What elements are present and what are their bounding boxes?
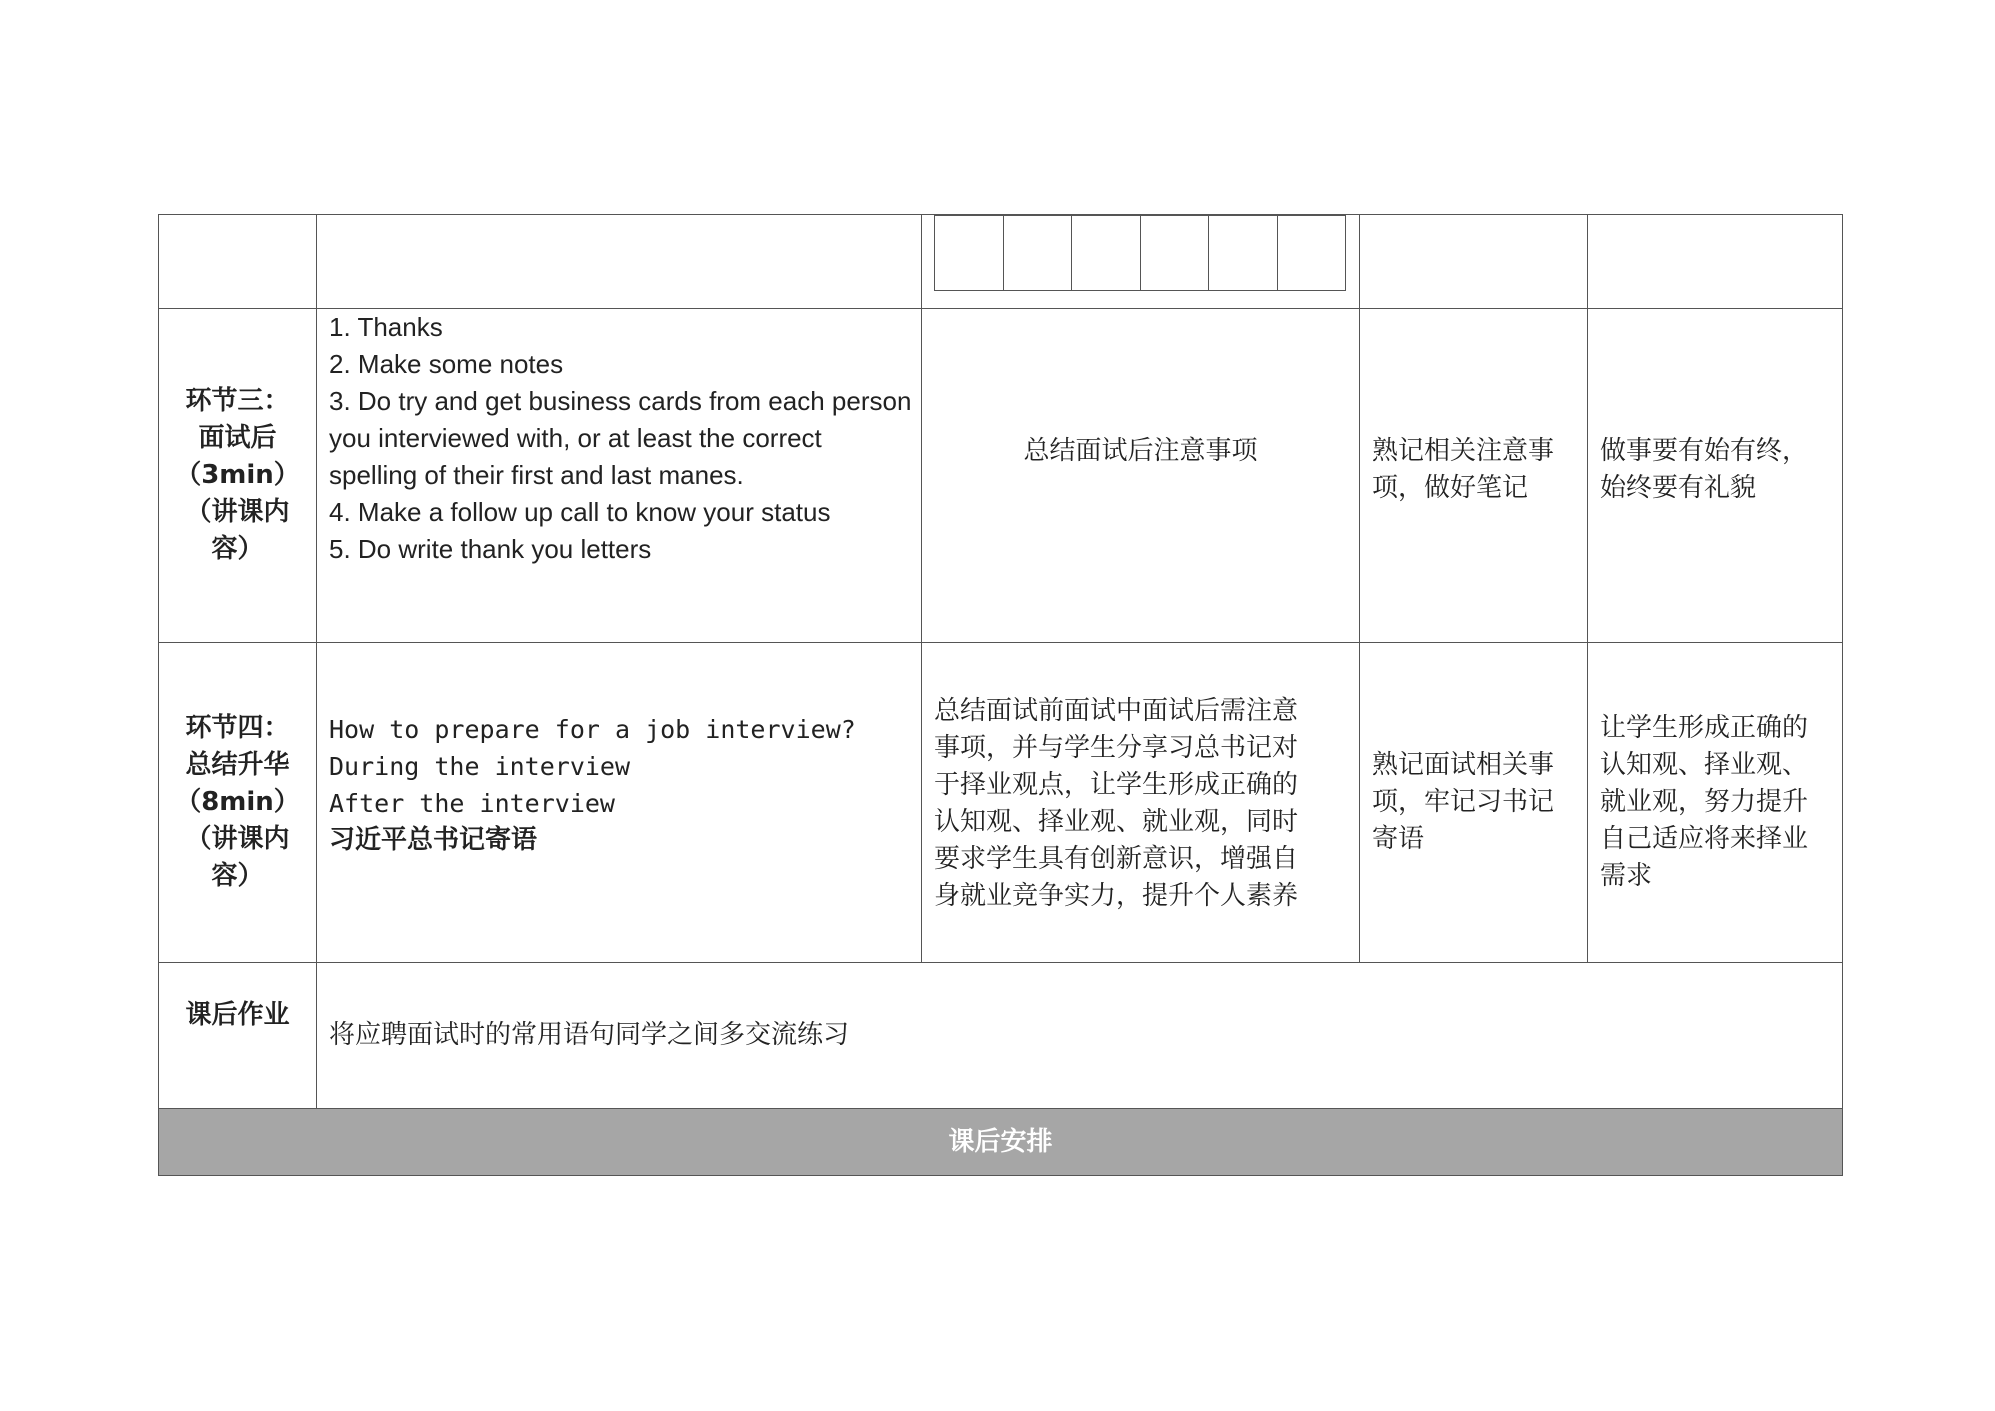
grid-box (1072, 216, 1141, 290)
stage3-content: 1. Thanks 2. Make some notes 3. Do try and get business cards from each person you interviewed with, or at least the correct spelling of their first and last manes. 4. Make a follow up call to know your status 5. Do write thank you letters (317, 309, 922, 643)
homework-label: 课后作业 (159, 963, 317, 1109)
grid-box (1278, 216, 1346, 290)
homework-content: 将应聘面试时的常用语句同学之间多交流练习 (317, 963, 1843, 1109)
table-row-stage3 (159, 309, 1843, 643)
cell-empty (1588, 215, 1843, 309)
cell-empty (317, 215, 922, 309)
grid-box (1141, 216, 1210, 290)
stage4-student-activity: 熟记面试相关事 项，牢记习书记 寄语 (1360, 643, 1588, 963)
stage4-teacher-activity: 总结面试前面试中面试后需注意 事项，并与学生分享习总书记对 于择业观点，让学生形成正确的 认知观、择业观、就业观，同时 要求学生具有创新意识，增强自 身就业竞争实力，提升个人素养 (922, 643, 1360, 963)
after-class-arrangement-header: 课后安排 (159, 1109, 1843, 1176)
cell-empty (159, 215, 317, 309)
stage3-student-activity: 熟记相关注意事 项，做好笔记 (1360, 309, 1588, 643)
cell-empty (1360, 215, 1588, 309)
stage3-label: 环节三： 面试后 （3min） （讲课内 容） (159, 309, 317, 643)
stage3-teacher-activity: 总结面试后注意事项 (922, 309, 1360, 643)
grid-box (1004, 216, 1073, 290)
lesson-plan-table (158, 214, 1843, 1176)
table-row-continued (159, 215, 1843, 309)
table-row-homework (159, 963, 1843, 1109)
grid-box (1209, 216, 1278, 290)
stage3-design-intent: 做事要有始有终， 始终要有礼貌 (1588, 309, 1843, 643)
grid-box (935, 216, 1004, 290)
stage4-design-intent: 让学生形成正确的 认知观、择业观、 就业观，努力提升 自己适应将来择业 需求 (1588, 643, 1843, 963)
stage4-content: How to prepare for a job interview? During the interview After the interview 习近平总书记寄语 (317, 643, 922, 963)
box-grid (934, 215, 1346, 291)
stage4-label: 环节四： 总结升华 （8min） （讲课内 容） (159, 643, 317, 963)
box-grid-cell (922, 215, 1360, 309)
table-row-stage4 (159, 643, 1843, 963)
table-row-footer (159, 1109, 1843, 1176)
